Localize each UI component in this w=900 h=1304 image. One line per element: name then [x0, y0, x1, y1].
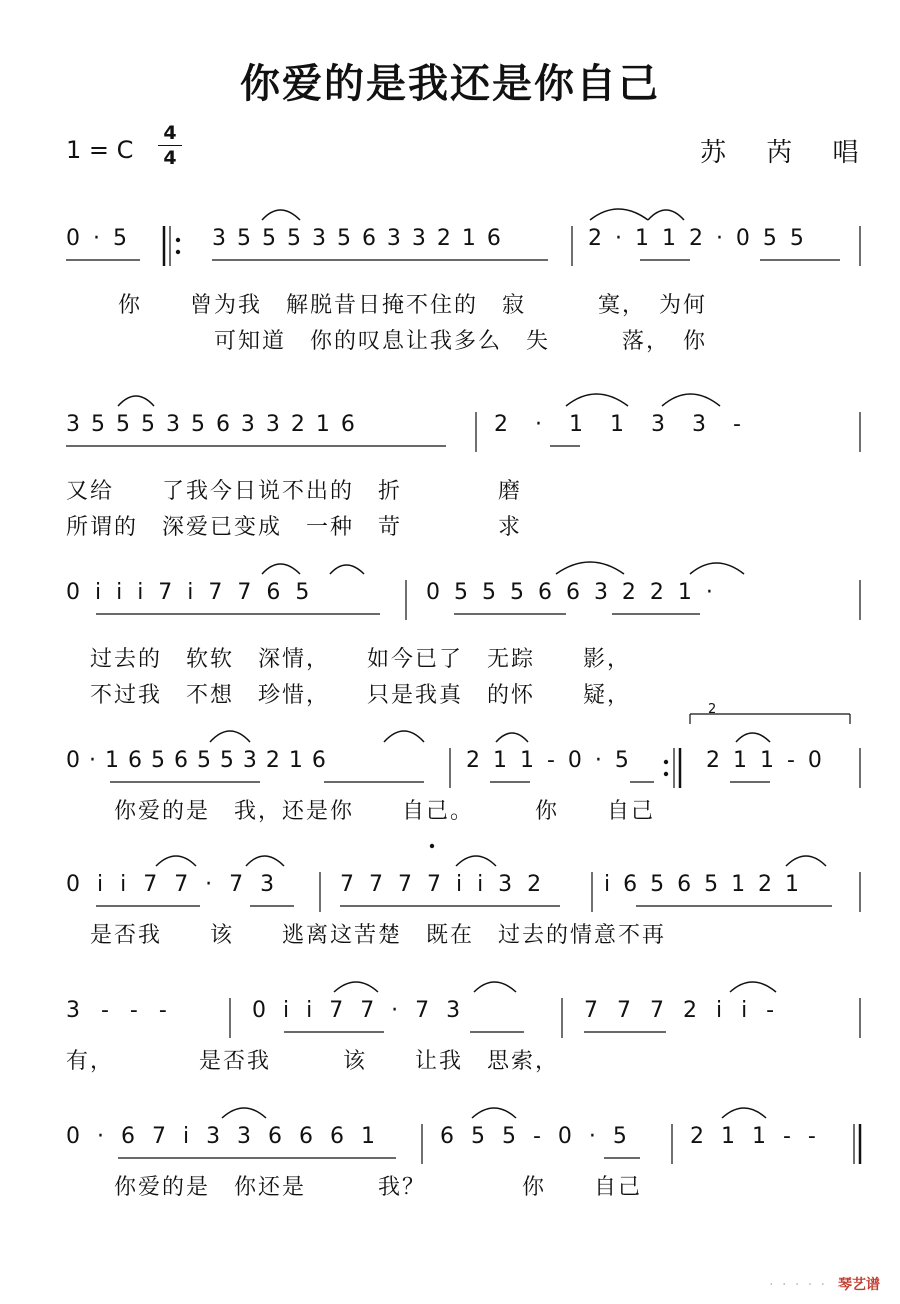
song-title: 你爱的是我还是你自己 — [240, 61, 660, 107]
measure-notes: 7 7 7 2 i i - — [584, 998, 775, 1023]
volta-label: 2 — [708, 702, 717, 717]
watermark-dots: · · · · · — [769, 1277, 828, 1293]
time-signature-divider — [158, 145, 182, 146]
key-signature: 1 = C — [66, 136, 134, 164]
lyric-line-verse-1: 又给 了我今日说不出的 折 磨 — [66, 479, 523, 504]
measure-notes: 0 i i 7 7 · 7 3 — [252, 998, 461, 1023]
measure-notes: 2 · 1 1 3 3 - — [494, 412, 741, 437]
time-signature — [158, 122, 182, 169]
measure-notes: 3 5 5 5 3 5 6 3 3 2 1 6 — [66, 412, 355, 437]
barlines-and-slurs — [0, 580, 900, 640]
measure-notes: 3 5 5 5 3 5 6 3 3 2 1 6 — [212, 226, 501, 251]
watermark-text: 琴艺谱 — [838, 1277, 880, 1293]
measure-notes: 0 · 6 7 i 3 3 6 6 6 1 — [66, 1124, 376, 1149]
measure-notes: 2 1 1 - 0 · 5 — [466, 748, 629, 773]
watermark-logo — [769, 1274, 880, 1294]
measure-notes: 7 7 7 7 i i 3 2 — [340, 872, 542, 897]
barlines-and-slurs — [0, 412, 900, 472]
lyric-line-verse-1: 你 曾为我 解脱昔日掩不住的 寂 寞， 为何 — [118, 293, 708, 318]
lyric-line-verse-2: 所谓的 深爱已变成 一种 苛 求 — [66, 515, 523, 540]
measure-notes: 2 · 1 1 2 · 0 5 5 — [588, 226, 804, 251]
measure-notes: 3 - - - — [66, 998, 167, 1023]
measure-notes: 2 1 1 - 0 — [706, 748, 822, 773]
singer-credit: 苏 芮 唱 — [700, 138, 875, 168]
measure-notes: 0 i i 7 7 · 7 3 — [66, 872, 275, 897]
time-signature-top: 4 — [163, 122, 177, 144]
lyric-line-verse-1: 过去的 软软 深情， 如今已了 无踪 影， — [66, 647, 632, 672]
barlines-and-slurs — [0, 226, 900, 286]
measure-notes: 0 · 5 — [66, 226, 127, 251]
lyric-line-verse-2: 不过我 不想 珍惜， 只是我真 的怀 疑， — [66, 683, 632, 708]
measure-notes: 0 5 5 5 6 6 3 2 2 1 · — [426, 580, 713, 605]
measure-notes: 6 5 5 - 0 · 5 — [440, 1124, 627, 1149]
measure-notes: 0 · 1 6 5 6 5 5 3 2 1 6 — [66, 748, 326, 773]
time-signature-bottom: 4 — [163, 147, 177, 169]
measure-notes: i 6 5 6 5 1 2 1 — [604, 872, 800, 897]
lyric-line: 是否我 该 逃离这苦楚 既在 过去的情意不再 — [90, 923, 667, 948]
measure-notes: 0 i i i 7 i 7 7 6 5 — [66, 580, 310, 605]
lyric-line: 你爱的是 你还是 我？ 你 自己 — [90, 1175, 643, 1200]
lyric-line: 有， 是否我 该 让我 思索， — [66, 1049, 560, 1074]
lyric-line-verse-2: 可知道 你的叹息让我多么 失 落， 你 — [118, 329, 708, 354]
lyric-line: 你爱的是 我，还是你 自己。 你 自己 — [66, 799, 656, 824]
measure-notes: 2 1 1 - - — [690, 1124, 816, 1149]
